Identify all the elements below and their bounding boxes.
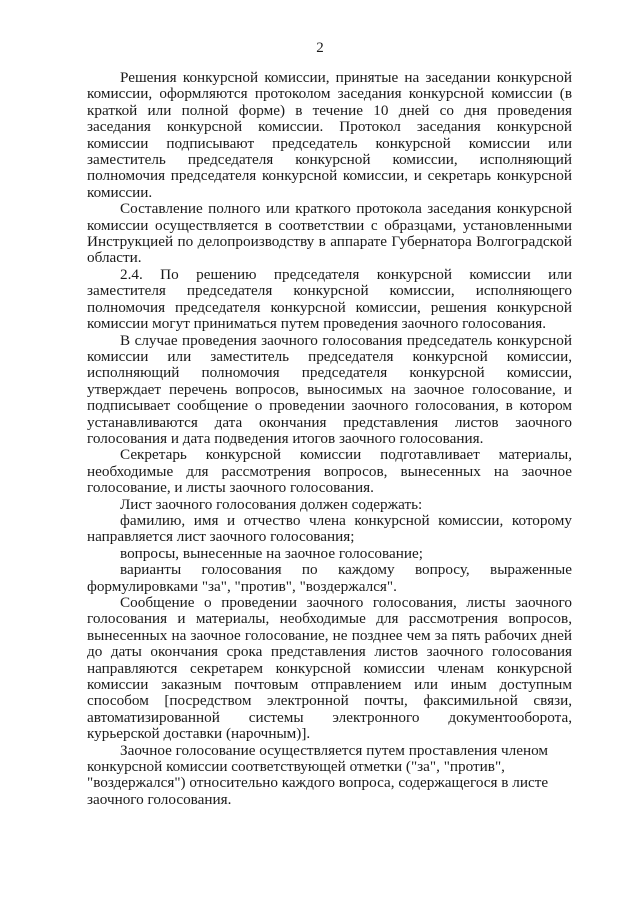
paragraph-secretary: Секретарь конкурсной комиссии подготавливает материалы, необходимые для рассмотрения вопросов, вынесенных на заочное голосование, и листы заочного голосования. — [87, 446, 572, 497]
paragraph-voting-procedure: Заочное голосование осуществляется путем проставления членом конкурсной комиссии соответствующей отметки ("за", "против", "воздержался") относительно каждого вопроса, содержащегося в листе заочного голосования. — [87, 741, 549, 808]
paragraph-ballot-item-questions: вопросы, вынесенные на заочное голосование; — [120, 544, 423, 562]
document-body — [87, 70, 572, 808]
page-number: 2 — [316, 40, 324, 56]
paragraph-section-2-4: 2.4. По решению председателя конкурсной комиссии или заместителя председателя конкурсной комиссии, исполняющего полномочия председателя конкурсной комиссии, решения конкурсной комиссии могут приниматься путем проведения заочного голосования. — [87, 265, 572, 333]
paragraph-ballot-contents: Лист заочного голосования должен содержать: — [120, 495, 423, 513]
paragraph-absentee-voting: В случае проведения заочного голосования председатель конкурсной комиссии или заместитель председателя конкурсной комиссии, исполняющий полномочия председателя конкурсной комиссии, утверждает перечень вопросов, выносимых на заочное голосование, и подписывает сообщение о проведении заочного голосования, в котором устанавливаются дата окончания представления листов заочного голосования и дата подведения итогов заочного голосования. — [87, 331, 572, 447]
paragraph-ballot-item-name: фамилию, имя и отчество члена конкурсной комиссии, которому направляется лист заочного голосования; — [87, 511, 572, 546]
paragraph-ballot-item-options: варианты голосования по каждому вопросу, выраженные формулировками "за", "против", "воздержался". — [87, 561, 572, 595]
paragraph-notification: Сообщение о проведении заочного голосования, листы заочного голосования и материалы, необходимые для рассмотрения вопросов, вынесенных на заочное голосование, не позднее чем за пять рабочих дней до даты окончания срока представления листов заочного голосования направляются секретарем конкурсной комиссии членам конкурсной комиссии заказным почтовым отправлением или иным доступным способом [посредством электронной почты, факсимильной связи, автоматизированной системы электронного документооборота, курьерской доставки (нарочным)]. — [87, 594, 572, 743]
paragraph-protocol-format: Составление полного или краткого протокола заседания конкурсной комиссии осуществляется в соответствии с образцами, установленными Инструкцией по делопроизводству в аппарате Губернатора Волгоградской области. — [87, 200, 572, 267]
paragraph-protocol: Решения конкурсной комиссии, принятые на заседании конкурсной комиссии, оформляются протоколом заседания конкурсной комиссии (в краткой или полной форме) в течение 10 дней со дня проведения заседания конкурсной комиссии. Протокол заседания конкурсной комиссии подписывают председатель конкурсной комиссии или заместитель председателя конкурсной комиссии, исполняющий полномочия председателя конкурсной комиссии, и секретарь конкурсной комиссии. — [87, 69, 572, 201]
